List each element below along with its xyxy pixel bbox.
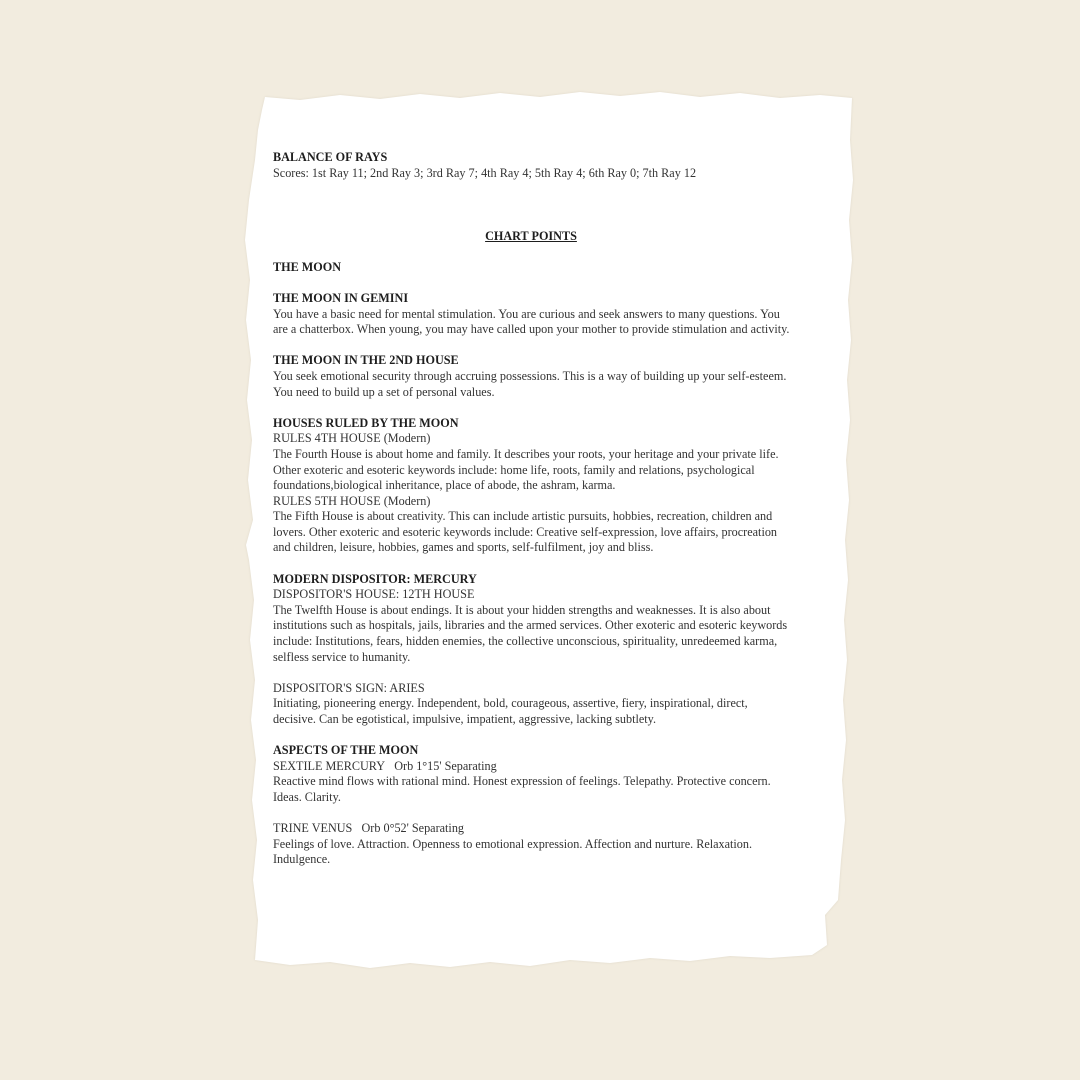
dispositor-house-text: The Twelfth House is about endings. It is about your hidden strengths and weaknesses. It is also about institutions such as hospitals, jails, libraries and the armed services. Other exoteric and esoteric keywords include: Institutions, fears, hidden enemies, the collective unconscious, spirituality, unredeemed karma, selfless service to humanity. <box>273 602 788 664</box>
report-document <box>273 150 793 868</box>
aspect-sextile-orb: Orb 1°15' Separating <box>394 758 497 773</box>
dispositor-house-label: DISPOSITOR'S HOUSE: 12TH HOUSE <box>273 587 475 602</box>
aspect-sextile-label: SEXTILE MERCURY <box>273 758 386 773</box>
aspect-trine-text: Feelings of love. Attraction. Openness to emotional expression. Affection and nurture. Relaxation. Indulgence. <box>273 836 753 867</box>
rules-4th-text: The Fourth House is about home and family. It describes your roots, your heritage and your private life. Other exoteric and esoteric keywords include: home life, roots, family and relations, psychological foundations,biological inheritance, place of abode, the ashram, karma. <box>273 446 779 493</box>
balance-scores: Scores: 1st Ray 11; 2nd Ray 3; 3rd Ray 7; 4th Ray 4; 5th Ray 4; 6th Ray 0; 7th Ray 12 <box>273 165 697 180</box>
gemini-text: You have a basic need for mental stimulation. You are curious and seek answers to many questions. You are a chatterbox. When young, you may have called upon your mother to provide stimulation and activity. <box>273 306 790 337</box>
aspect-trine-label: TRINE VENUS <box>273 821 353 836</box>
dispositor-sign-text: Initiating, pioneering energy. Independent, bold, courageous, assertive, fiery, inspirational, direct, decisive. Can be egotistical, impulsive, impatient, aggressive, lacking subtlety. <box>273 696 748 726</box>
rules-4th-label: RULES 4TH HOUSE (Modern) <box>273 431 431 446</box>
aspect-sextile-text: Reactive mind flows with rational mind. Honest expression of feelings. Telepathy. Protective concern. Ideas. Clarity. <box>273 774 771 804</box>
house2-text: You seek emotional security through accruing possessions. This is a way of building up your self-esteem. You need to build up a set of personal values. <box>273 368 787 399</box>
aspect-trine-line <box>273 821 793 837</box>
moon-title: THE MOON <box>273 259 342 274</box>
rules-5th-text: The Fifth House is about creativity. This can include artistic pursuits, hobbies, recreation, children and lovers. Other exoteric and esoteric keywords include: Creative self-expression, love affairs, procreation and children, leisure, hobbies, games and sports, self-fulfilment, joy and bliss. <box>273 509 778 555</box>
aspects-heading: ASPECTS OF THE MOON <box>273 743 419 758</box>
dispositor-heading: MODERN DISPOSITOR: MERCURY <box>273 571 477 586</box>
rules-5th-label: RULES 5TH HOUSE (Modern) <box>273 493 431 508</box>
balance-heading: BALANCE OF RAYS <box>273 150 388 164</box>
gemini-heading: THE MOON IN GEMINI <box>273 290 409 305</box>
dispositor-sign-label: DISPOSITOR'S SIGN: ARIES <box>273 680 425 695</box>
houses-ruled-heading: HOUSES RULED BY THE MOON <box>273 415 459 430</box>
house2-heading: THE MOON IN THE 2ND HOUSE <box>273 353 459 368</box>
aspect-sextile-line <box>273 759 793 775</box>
chart-points-title: CHART POINTS <box>485 229 577 244</box>
aspect-trine-orb: Orb 0°52' Separating <box>361 821 465 836</box>
